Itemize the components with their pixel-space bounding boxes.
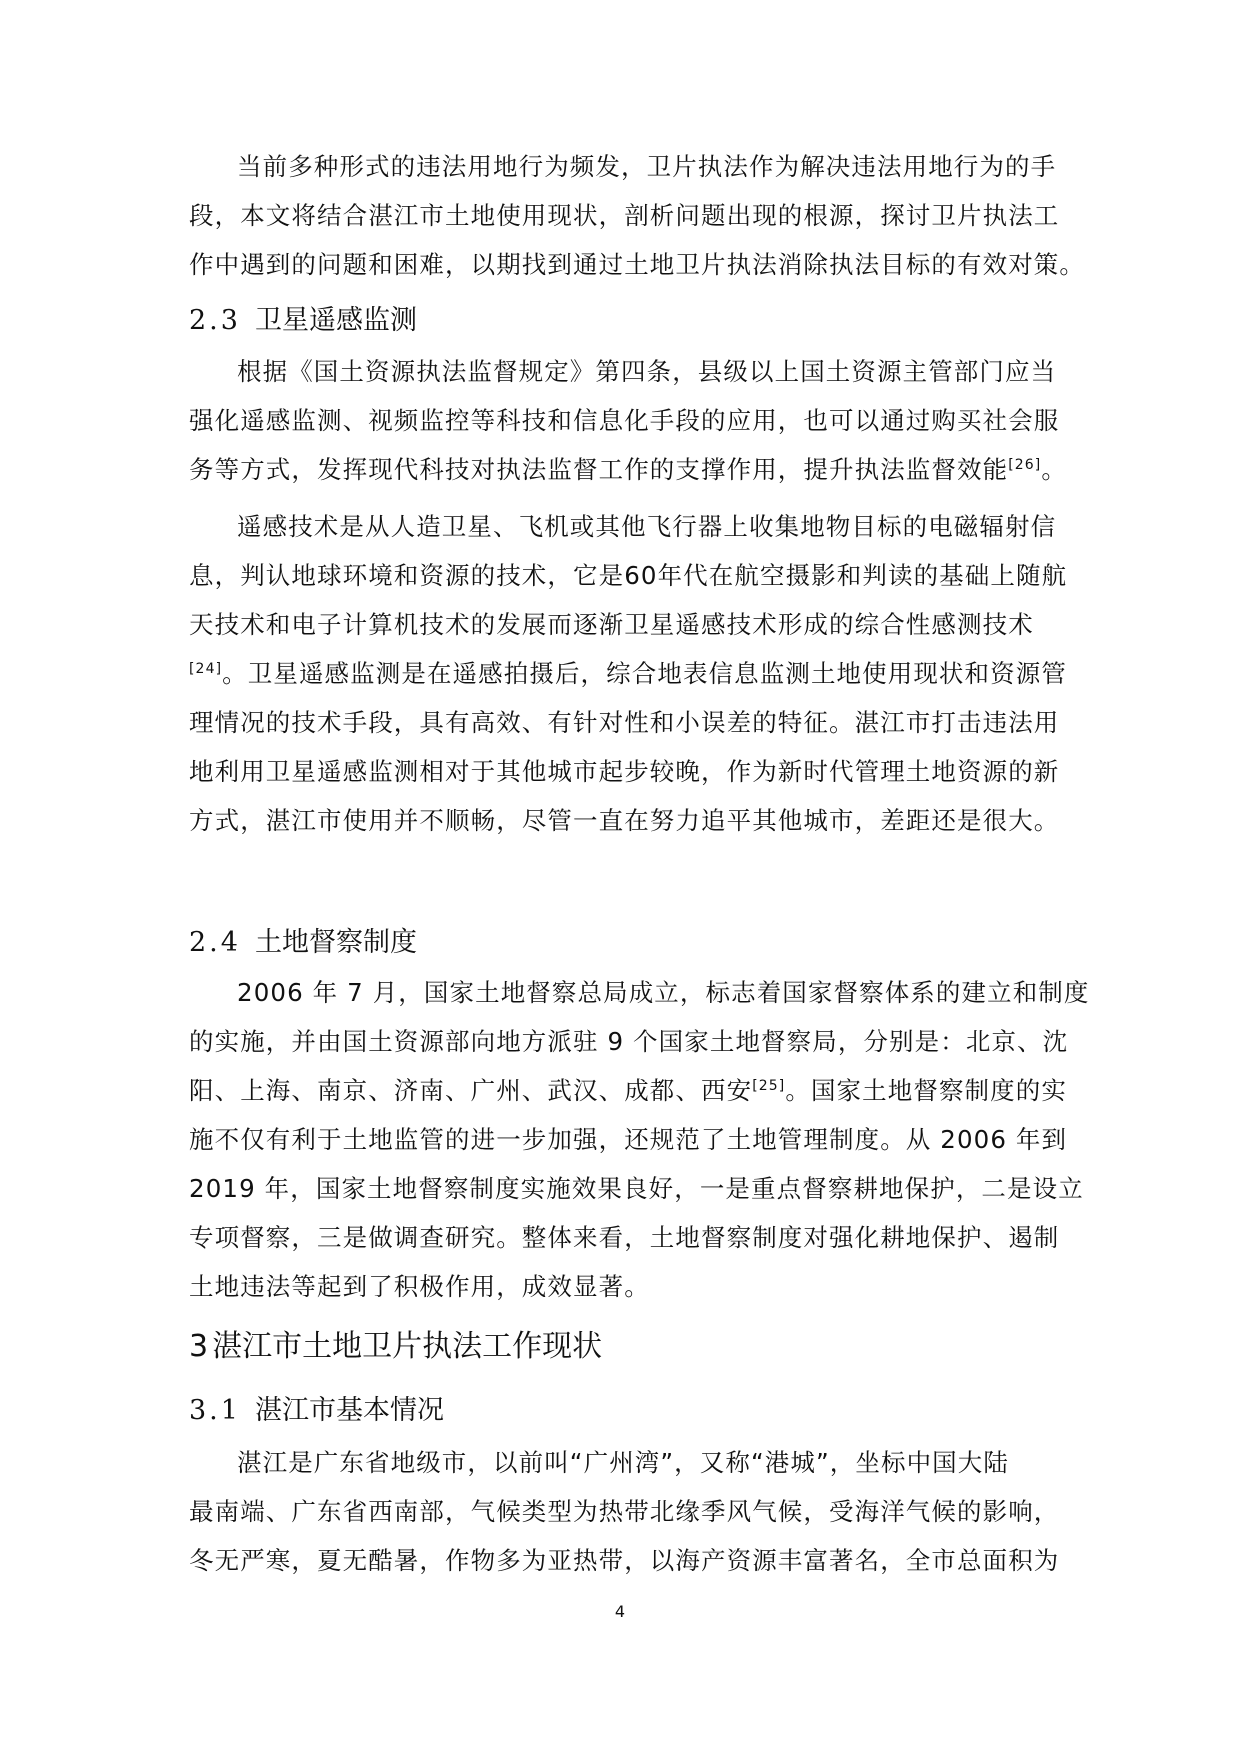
- s23-p2-line-1: 遥感技术是从人造卫星、飞机或其他飞行器上收集地物目标的电磁辐射信: [237, 512, 1057, 541]
- s24-p1-line-4: 施不仅有利于土地监管的进一步加强，还规范了土地管理制度。从 2006 年到: [189, 1125, 1068, 1154]
- s31-p1-line-2: 最南端、广东省西南部，气候类型为热带北缘季风气候，受海洋气候的影响，: [189, 1497, 1060, 1526]
- s23-p2-line-2: 息，判认地球环境和资源的技术，它是60年代在航空摄影和判读的基础上随航: [189, 561, 1068, 590]
- s23-p2-line-6: 地利用卫星遥感监测相对于其他城市起步较晚，作为新时代管理土地资源的新: [189, 757, 1060, 786]
- s23-p2-line-7: 方式，湛江市使用并不顺畅，尽管一直在努力追平其他城市，差距还是很大。: [189, 806, 1060, 835]
- section-heading-3-1: [189, 1392, 444, 1430]
- s24-p1-line-1: 2006 年 7 月，国家土地督察总局成立，标志着国家督察体系的建立和制度: [237, 978, 1090, 1007]
- s31-p1-line-3: 冬无严寒，夏无酷暑，作物多为亚热带，以海产资源丰富著名，全市总面积为: [189, 1546, 1060, 1575]
- s24-p1-line-2: 的实施，并由国土资源部向地方派驻 9 个国家土地督察局，分别是：北京、沈: [189, 1027, 1069, 1056]
- s23-p2-line-5: 理情况的技术手段，具有高效、有针对性和小误差的特征。湛江市打击违法用: [189, 708, 1060, 737]
- intro-line-3: 作中遇到的问题和困难，以期找到通过土地卫片执法消除执法目标的有效对策。: [189, 250, 1085, 279]
- section-number: 2.4: [189, 927, 241, 958]
- text-run: 阳、上海、南京、济南、广州、武汉、成都、西安: [189, 1076, 753, 1105]
- intro-line-1: 当前多种形式的违法用地行为频发，卫片执法作为解决违法用地行为的手: [237, 152, 1057, 181]
- page-number: 4: [614, 1602, 626, 1621]
- s31-p1-line-1: 湛江是广东省地级市，以前叫“广州湾”，又称“港城”，坐标中国大陆: [237, 1448, 1009, 1477]
- s23-p1-line-2: 强化遥感监测、视频监控等科技和信息化手段的应用，也可以通过购买社会服: [189, 406, 1060, 435]
- section-title: 卫星遥感监测: [254, 305, 417, 336]
- s24-p1-line-6: 专项督察，三是做调查研究。整体来看，土地督察制度对强化耕地保护、遏制: [189, 1223, 1060, 1252]
- text-run: 。卫星遥感监测是在遥感拍摄后，综合地表信息监测土地使用现状和资源管: [222, 659, 1067, 688]
- citation-ref: [26]: [1008, 456, 1042, 473]
- citation-ref: [25]: [752, 1077, 786, 1094]
- s23-p1-line-1: 根据《国土资源执法监督规定》第四条，县级以上国土资源主管部门应当: [237, 357, 1057, 386]
- chapter-number: 3: [189, 1329, 209, 1364]
- section-number: 3.1: [189, 1395, 241, 1426]
- citation-ref: [24]: [189, 660, 223, 677]
- section-heading-2-3: [189, 302, 417, 340]
- s23-p2-line-3: 天技术和电子计算机技术的发展而逐渐卫星遥感技术形成的综合性感测技术: [189, 610, 1034, 639]
- text-run: 。国家土地督察制度的实: [785, 1076, 1067, 1105]
- s24-p1-line-5: 2019 年，国家土地督察制度实施效果良好，一是重点督察耕地保护，二是设立: [189, 1174, 1084, 1203]
- chapter-title: 湛江市土地卫片执法工作现状: [212, 1329, 603, 1364]
- chapter-heading-3: [189, 1326, 602, 1368]
- section-title: 土地督察制度: [254, 927, 417, 958]
- s24-p1-line-7: 土地违法等起到了积极作用，成效显著。: [189, 1272, 650, 1301]
- section-heading-2-4: [189, 924, 417, 962]
- text-run: 务等方式，发挥现代科技对执法监督工作的支撑作用，提升执法监督效能: [189, 455, 1009, 484]
- section-number: 2.3: [189, 305, 241, 336]
- text-run: 。: [1041, 455, 1067, 484]
- s24-p1-line-3: [189, 1074, 1067, 1108]
- intro-line-2: 段，本文将结合湛江市土地使用现状，剖析问题出现的根源，探讨卫片执法工: [189, 201, 1060, 230]
- section-title: 湛江市基本情况: [254, 1395, 444, 1426]
- s23-p2-line-4: [189, 657, 1067, 691]
- s23-p1-line-3: [189, 453, 1067, 487]
